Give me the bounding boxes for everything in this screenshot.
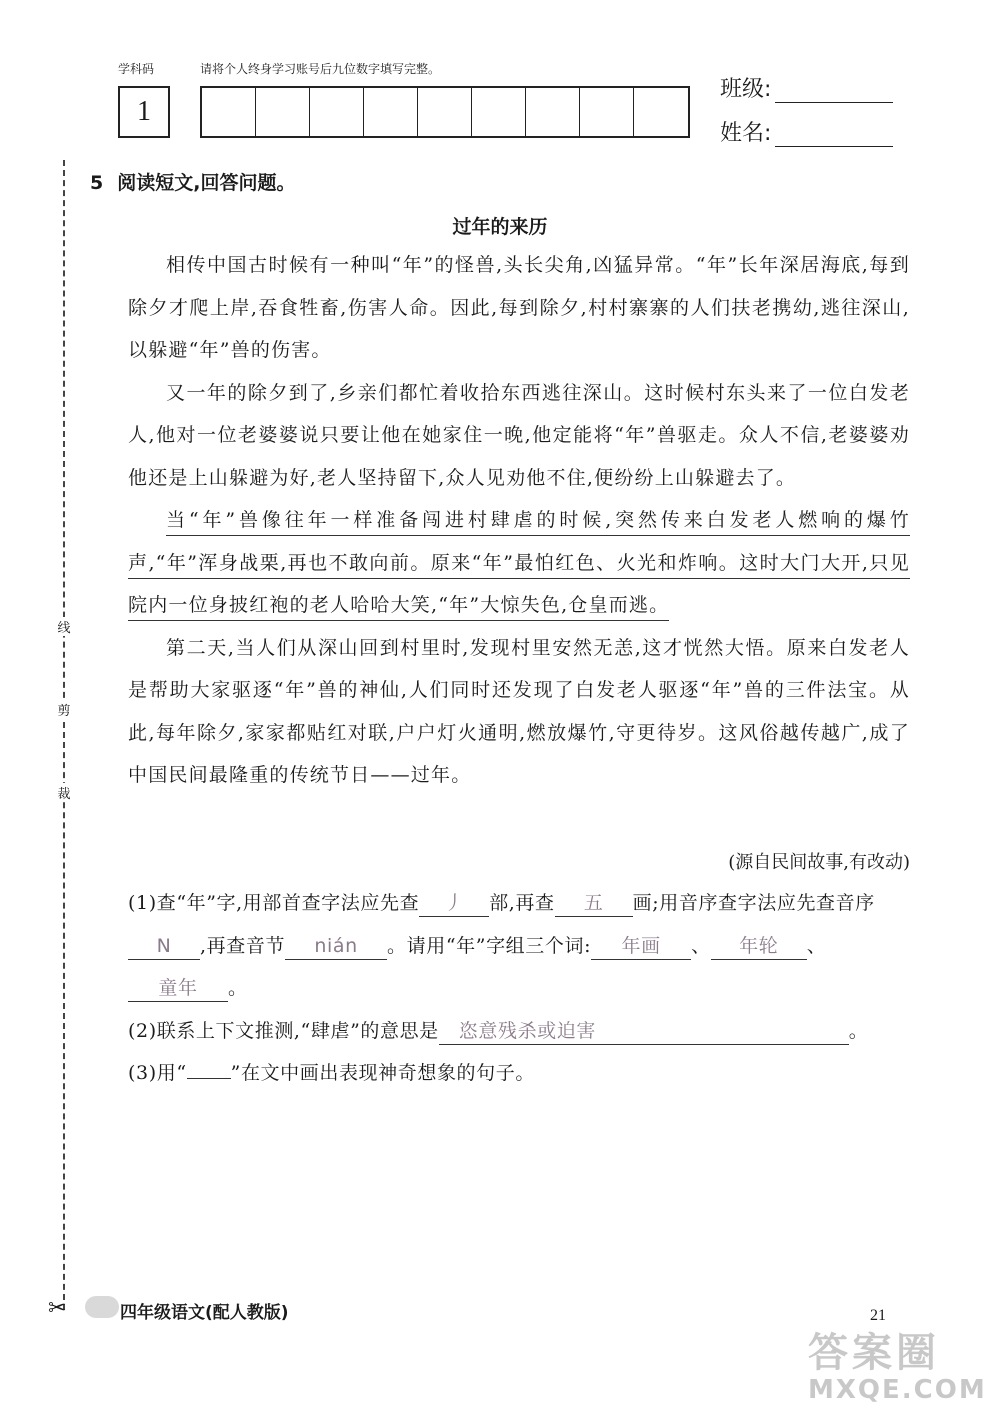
sub-question-2: (2)联系上下文推测,“肆虐”的意思是 恣意残杀或迫害 。	[128, 1010, 913, 1053]
subject-code-label: 学科码	[118, 62, 155, 76]
sub-questions	[128, 882, 913, 1095]
watermark-logo	[808, 1330, 993, 1410]
digit-box[interactable]	[634, 88, 688, 136]
digit-box[interactable]	[472, 88, 526, 136]
underline-symbol	[187, 1058, 231, 1079]
digit-box[interactable]	[526, 88, 580, 136]
class-label: 班级:	[720, 77, 772, 102]
cutline-label-cut: 剪	[55, 700, 73, 719]
class-field[interactable]	[720, 72, 893, 103]
sub-question-3: (3)用“ ”在文中画出表现神奇想象的句子。	[128, 1052, 913, 1095]
book-title: 四年级语文(配人教版)	[120, 1303, 289, 1323]
cutline-label-trim: 裁	[55, 783, 73, 802]
paragraph-3-underlined	[128, 499, 910, 627]
name-input-line[interactable]	[775, 124, 893, 147]
passage-title: 过年的来历	[452, 216, 548, 238]
subject-code-box: 1	[118, 86, 170, 138]
cut-line	[63, 160, 65, 1310]
digit-box[interactable]	[310, 88, 364, 136]
digit-box[interactable]	[364, 88, 418, 136]
watermark-top-text: 答案圈	[808, 1330, 940, 1376]
answer-syllable[interactable]: nián	[285, 933, 387, 960]
digit-box[interactable]	[580, 88, 634, 136]
underlined-sentence: 当“年”兽像往年一样准备闯进村肆虐的时候,突然传来白发老人燃响的爆竹声,“年”浑身战栗,再也不敢向前。原来“年”最怕红色、火光和炸响。这时大门大开,只见院内一位身披红袍的老人哈哈大笑,“年”大惊失色,仓皇而逃。	[128, 509, 910, 621]
paragraph-2: 又一年的除夕到了,乡亲们都忙着收拾东西逃往深山。这时候村东头来了一位白发老人,他对一位老婆婆说只要让他在她家住一晚,他定能将“年”兽驱走。众人不信,老婆婆劝他还是上山躲避为好,老人坚持留下,众人见劝他不住,便纷纷上山躲避去了。	[128, 381, 910, 489]
question-heading	[90, 168, 295, 195]
question-number: 5	[90, 172, 104, 194]
scissors-icon: ✂	[48, 1296, 67, 1321]
book-badge-icon	[85, 1296, 119, 1318]
answer-radical[interactable]: 丿	[419, 890, 489, 917]
page-number: 21	[870, 1307, 886, 1324]
sub-question-1: (1)查“年”字,用部首查字法应先查 丿 部,再查 五 画;用音序查字法应先查音序N ,再查音节 nián 。请用“年”字组三个词: 年画 、 年轮 、童年 。	[128, 882, 913, 1010]
account-instruction: 请将个人终身学习账号后九位数字填写完整。	[200, 62, 441, 76]
account-digit-boxes[interactable]	[200, 86, 690, 138]
answer-word-3[interactable]: 童年	[128, 975, 228, 1002]
answer-word-2-part-2[interactable]: 轮	[759, 933, 807, 960]
paragraph-4: 第二天,当人们从深山回到村里时,发现村里安然无恙,这才恍然大悟。原来白发老人是帮助大家驱逐“年”兽的神仙,人们同时还发现了白发老人驱逐“年”兽的三件法宝。从此,每年除夕,家家都贴红对联,户户灯火通明,燃放爆竹,守更待岁。这风俗越传越广,成了中国民间最隆重的传统节日——过年。	[128, 636, 910, 786]
class-input-line[interactable]	[775, 80, 893, 103]
name-label: 姓名:	[720, 121, 772, 146]
cutline-label-line: 线	[55, 617, 73, 636]
source-note: (源自民间故事,有改动)	[728, 852, 910, 873]
digit-box[interactable]	[202, 88, 256, 136]
paragraph-1: 相传中国古时候有一种叫“年”的怪兽,头长尖角,凶猛异常。“年”长年深居海底,每到除夕才爬上岸,吞食牲畜,伤害人命。因此,每到除夕,村村寨寨的人们扶老携幼,逃往深山,以躲避“年”兽的伤害。	[128, 254, 910, 361]
name-field[interactable]	[720, 116, 893, 147]
answer-strokes[interactable]: 五	[555, 890, 633, 917]
question-instruction: 阅读短文,回答问题。	[117, 172, 296, 194]
digit-box[interactable]	[256, 88, 310, 136]
answer-word-1[interactable]: 年画	[591, 933, 691, 960]
watermark-bottom-text: MXQE.COM	[808, 1375, 987, 1405]
digit-box[interactable]	[418, 88, 472, 136]
answer-meaning[interactable]: 恣意残杀或迫害	[439, 1018, 849, 1045]
answer-initial[interactable]: N	[128, 933, 200, 960]
answer-word-2-part-1[interactable]: 年	[711, 933, 759, 960]
passage	[128, 244, 910, 797]
